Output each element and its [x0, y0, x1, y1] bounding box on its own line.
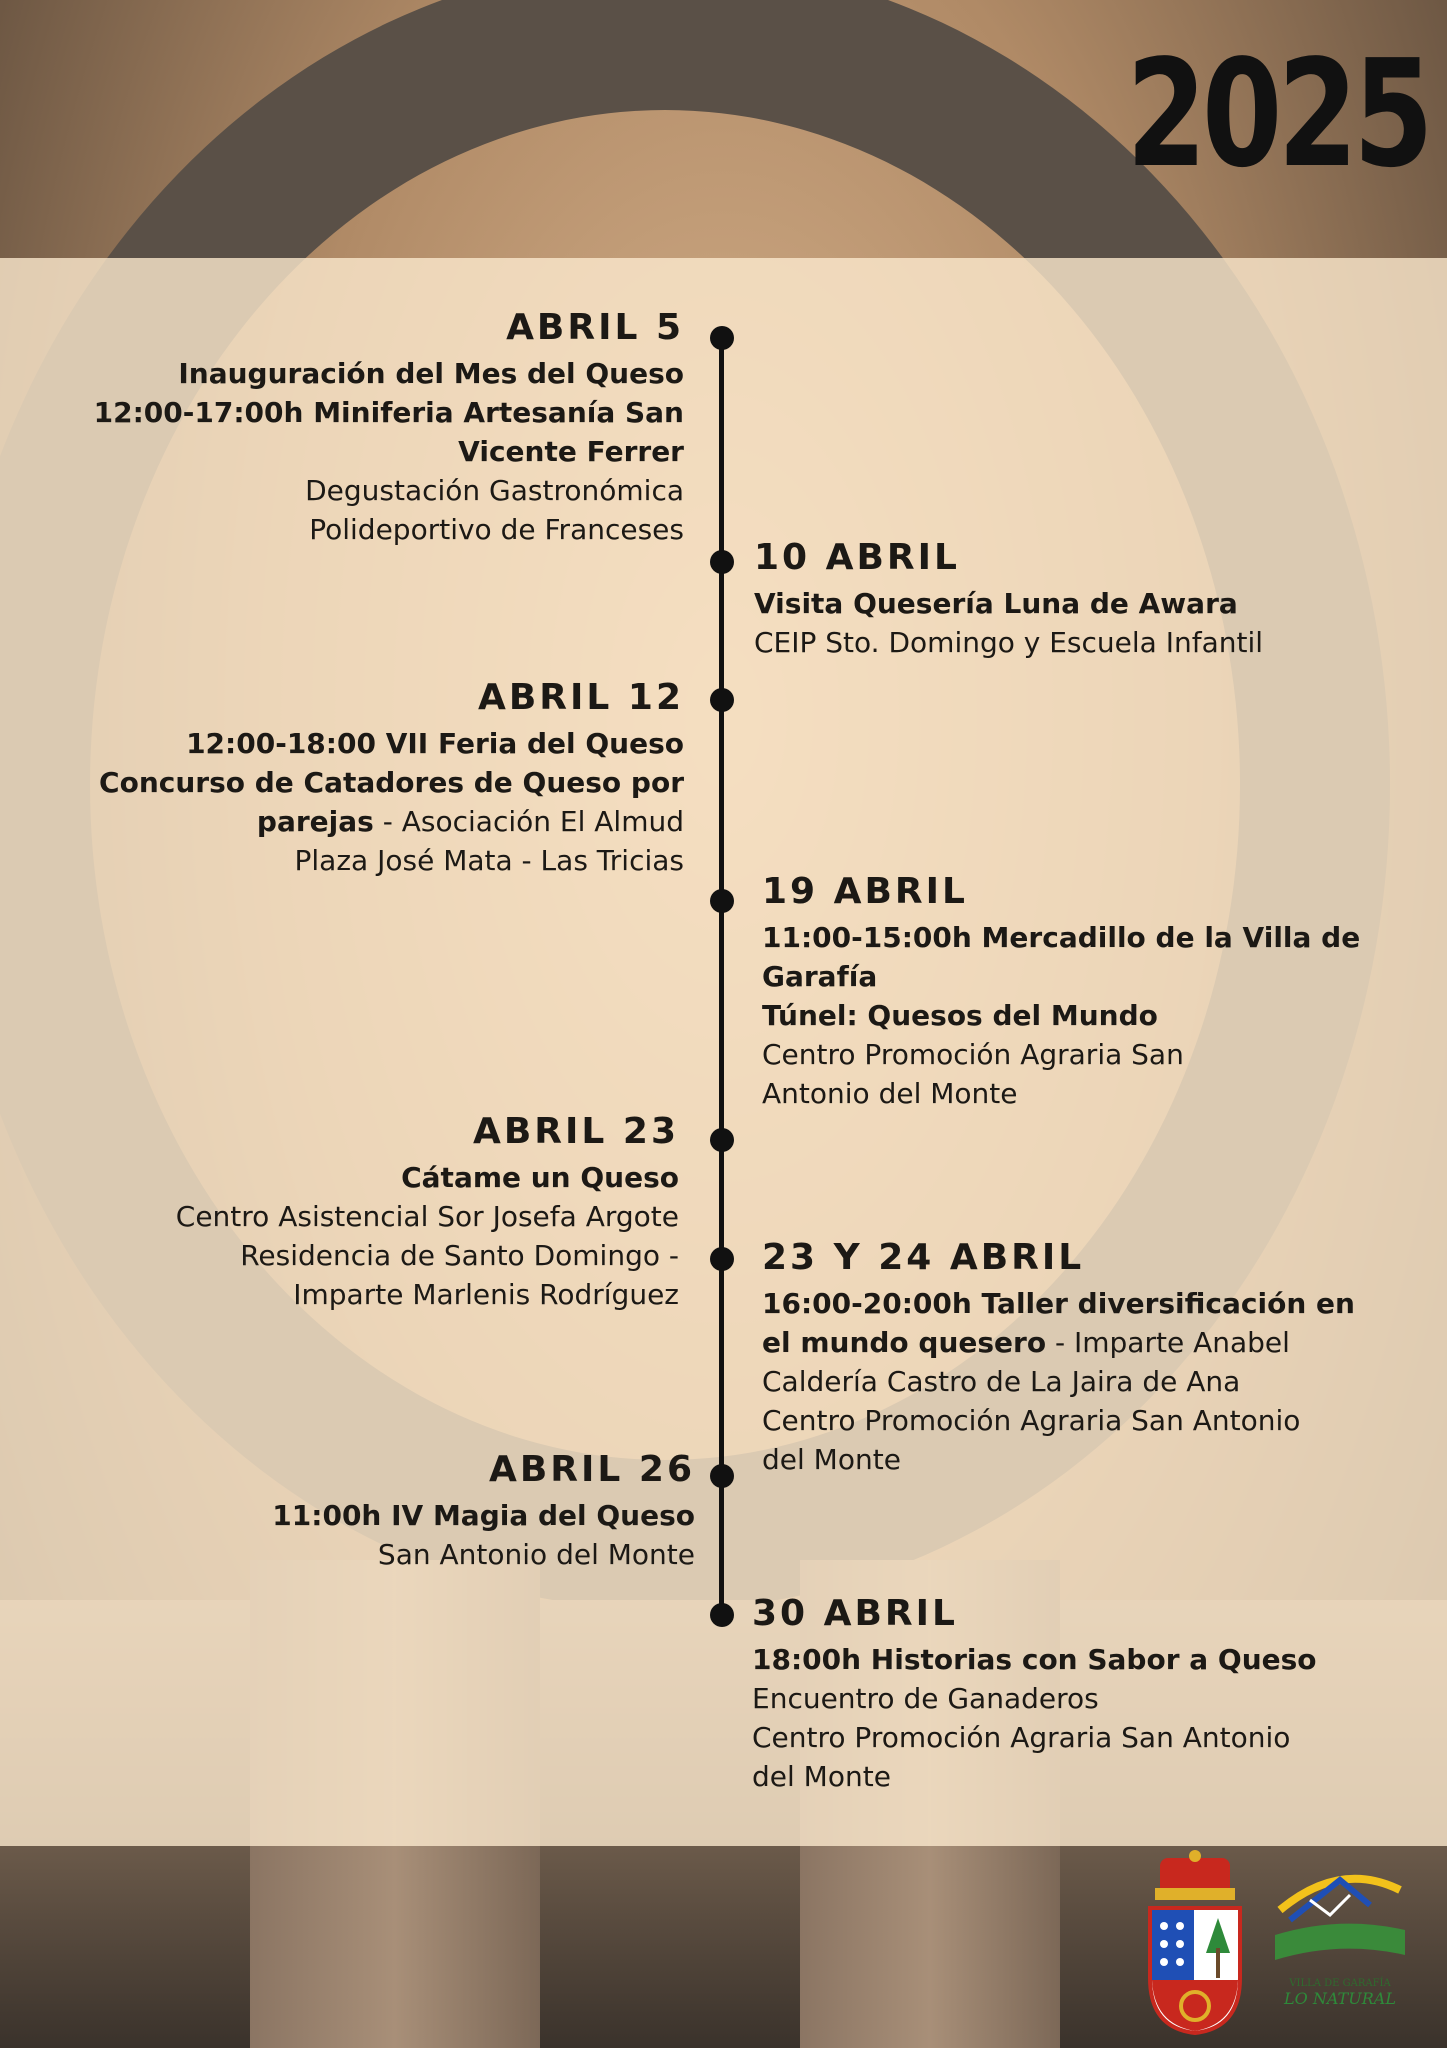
event-detail-text: Antonio del Monte — [762, 1077, 1018, 1110]
event-title-text: el mundo quesero — [762, 1326, 1047, 1359]
event-detail-text: San Antonio del Monte — [377, 1538, 695, 1571]
event-date: ABRIL 26 — [489, 1449, 695, 1490]
event-abril-26 — [272, 1448, 695, 1574]
event-title-text: Garafía — [762, 960, 878, 993]
event-line — [762, 918, 1360, 957]
event-title-text: 18:00h Historias con Sabor a Queso — [752, 1643, 1317, 1676]
event-line — [94, 354, 684, 393]
event-detail-text: del Monte — [752, 1760, 891, 1793]
event-line — [99, 802, 684, 841]
event-line — [272, 1496, 695, 1535]
event-line — [752, 1757, 1317, 1796]
event-line — [754, 584, 1263, 623]
event-date: 19 ABRIL — [762, 871, 968, 912]
event-detail-text: CEIP Sto. Domingo y Escuela Infantil — [754, 626, 1264, 659]
event-line — [176, 1197, 679, 1236]
coat-of-arms-logo — [1140, 1848, 1250, 2038]
event-title-text: Inauguración del Mes del Queso — [178, 357, 684, 390]
event-detail-text: - Imparte Anabel — [1046, 1326, 1290, 1359]
event-title-text: Cátame un Queso — [401, 1161, 679, 1194]
timeline-dot — [710, 688, 734, 712]
event-line — [762, 1401, 1355, 1440]
event-line — [762, 996, 1360, 1035]
event-line — [752, 1718, 1317, 1757]
event-abril-5 — [94, 306, 684, 549]
timeline-dot — [710, 326, 734, 350]
event-detail-text: Imparte Marlenis Rodríguez — [293, 1278, 679, 1311]
event-detail-text: Polideportivo de Franceses — [309, 513, 684, 546]
event-line — [99, 841, 684, 880]
event-line — [94, 510, 684, 549]
event-title-text: 12:00-18:00 VII Feria del Queso — [186, 727, 684, 760]
event-title-text: Vicente Ferrer — [458, 435, 684, 468]
timeline-dot — [710, 1128, 734, 1152]
event-line — [762, 1035, 1360, 1074]
timeline-dot — [710, 889, 734, 913]
year-title: 2025 — [1126, 28, 1429, 200]
event-detail-text: Plaza José Mata - Las Tricias — [294, 844, 684, 877]
event-line — [762, 1440, 1355, 1479]
event-title-text: Concurso de Catadores de Queso por — [99, 766, 684, 799]
event-date: 30 ABRIL — [752, 1593, 958, 1634]
villa-logo-name: VILLA DE GARAFÍA — [1289, 1978, 1391, 1989]
event-line — [762, 1323, 1355, 1362]
timeline-dot — [710, 1603, 734, 1627]
event-10-abril — [754, 536, 1263, 662]
event-detail-text: Centro Promoción Agraria San Antonio — [752, 1721, 1291, 1754]
event-line — [99, 724, 684, 763]
event-line — [754, 623, 1263, 662]
event-detail-text: Centro Asistencial Sor Josefa Argote — [175, 1200, 679, 1233]
event-abril-23 — [176, 1110, 679, 1314]
event-date: ABRIL 12 — [478, 677, 684, 718]
event-title-text: 11:00h IV Magia del Queso — [272, 1499, 695, 1532]
event-line — [762, 957, 1360, 996]
event-line — [176, 1158, 679, 1197]
event-detail-text: Centro Promoción Agraria San — [762, 1038, 1184, 1071]
event-detail-text: Residencia de Santo Domingo - — [240, 1239, 679, 1272]
event-date: 23 Y 24 ABRIL — [762, 1237, 1085, 1278]
villa-logo-slogan: LO NATURAL — [1284, 1989, 1396, 2008]
event-line — [762, 1074, 1360, 1113]
event-detail-text: Encuentro de Ganaderos — [752, 1682, 1099, 1715]
event-title-text: 12:00-17:00h Miniferia Artesanía San — [93, 396, 684, 429]
event-detail-text: - Asociación El Almud — [373, 805, 684, 838]
timeline-dot — [710, 550, 734, 574]
event-detail-text: del Monte — [762, 1443, 901, 1476]
timeline-dot — [710, 1464, 734, 1488]
event-line — [176, 1236, 679, 1275]
event-title-text: Túnel: Quesos del Mundo — [762, 999, 1158, 1032]
event-date: ABRIL 23 — [473, 1111, 679, 1152]
timeline-line — [719, 338, 724, 1616]
event-detail-text: Caldería Castro de La Jaira de Ana — [762, 1365, 1241, 1398]
event-title-text: parejas — [256, 805, 374, 838]
event-line — [94, 471, 684, 510]
event-date: ABRIL 5 — [506, 307, 684, 348]
event-line — [752, 1640, 1317, 1679]
event-title-text: Visita Quesería Luna de Awara — [754, 587, 1238, 620]
event-30-abril — [752, 1592, 1317, 1796]
event-line — [94, 432, 684, 471]
event-line — [94, 393, 684, 432]
event-line — [176, 1275, 679, 1314]
event-title-text: 11:00-15:00h Mercadillo de la Villa de — [762, 921, 1361, 954]
timeline-dot — [710, 1247, 734, 1271]
event-date: 10 ABRIL — [754, 537, 960, 578]
event-line — [272, 1535, 695, 1574]
event-title-text: 16:00-20:00h Taller diversificación en — [762, 1287, 1355, 1320]
event-detail-text: Centro Promoción Agraria San Antonio — [762, 1404, 1301, 1437]
event-line — [762, 1284, 1355, 1323]
event-19-abril — [762, 870, 1360, 1113]
event-line — [99, 763, 684, 802]
event-detail-text: Degustación Gastronómica — [305, 474, 684, 507]
event-line — [752, 1679, 1317, 1718]
villa-garafia-logo — [1270, 1860, 1410, 2020]
event-line — [762, 1362, 1355, 1401]
event-23-24-abril — [762, 1236, 1355, 1479]
event-abril-12 — [99, 676, 684, 880]
